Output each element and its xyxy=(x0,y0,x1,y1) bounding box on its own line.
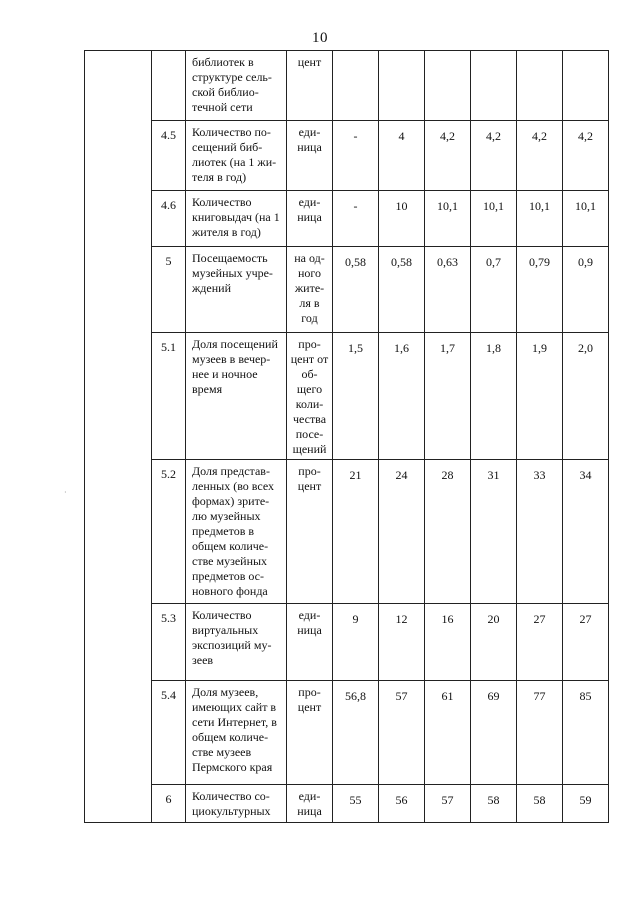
blank-left-column xyxy=(85,51,152,823)
row-number: 5.4 xyxy=(152,681,186,785)
value-cell: 57 xyxy=(379,681,425,785)
row-number: 5.2 xyxy=(152,460,186,604)
value-cell xyxy=(425,51,471,121)
value-cell: 16 xyxy=(425,604,471,681)
value-cell: 10,1 xyxy=(425,191,471,247)
unit-of-measure: еди-ница xyxy=(287,191,333,247)
value-cell: - xyxy=(333,121,379,191)
value-cell xyxy=(517,51,563,121)
indicator-name: библиотек в структуре сель-ской библио-течной сети xyxy=(186,51,287,121)
row-number: 5.3 xyxy=(152,604,186,681)
unit-of-measure: еди-ница xyxy=(287,604,333,681)
value-cell: 0,58 xyxy=(379,247,425,333)
row-number: 4.5 xyxy=(152,121,186,191)
table-row xyxy=(85,247,609,333)
indicator-name: Количество книговыдач (на 1 жителя в год) xyxy=(186,191,287,247)
indicators-table xyxy=(84,50,609,823)
table-row xyxy=(85,121,609,191)
table-row xyxy=(85,51,609,121)
value-cell: 2,0 xyxy=(563,333,609,460)
unit-of-measure: цент xyxy=(287,51,333,121)
unit-of-measure: про-цент от об-щего коли-чества посе-щений xyxy=(287,333,333,460)
value-cell: 31 xyxy=(471,460,517,604)
value-cell: 69 xyxy=(471,681,517,785)
value-cell: 59 xyxy=(563,785,609,823)
value-cell: 28 xyxy=(425,460,471,604)
indicator-name: Доля музеев, имеющих сайт в сети Интернет, в общем количе-стве музеев Пермского края xyxy=(186,681,287,785)
unit-of-measure: на од-ного жите-ля в год xyxy=(287,247,333,333)
value-cell: 56 xyxy=(379,785,425,823)
value-cell: 55 xyxy=(333,785,379,823)
table-row xyxy=(85,333,609,460)
value-cell: 33 xyxy=(517,460,563,604)
unit-of-measure: еди-ница xyxy=(287,121,333,191)
value-cell: 34 xyxy=(563,460,609,604)
value-cell: 0,79 xyxy=(517,247,563,333)
table-row xyxy=(85,604,609,681)
value-cell xyxy=(379,51,425,121)
indicator-name: Количество по-сещений биб-лиотек (на 1 жи-теля в год) xyxy=(186,121,287,191)
value-cell: 10,1 xyxy=(517,191,563,247)
row-number xyxy=(152,51,186,121)
table-row xyxy=(85,460,609,604)
row-number: 5 xyxy=(152,247,186,333)
value-cell xyxy=(333,51,379,121)
unit-of-measure: про-цент xyxy=(287,460,333,604)
value-cell: 27 xyxy=(563,604,609,681)
value-cell: 0,7 xyxy=(471,247,517,333)
value-cell: 57 xyxy=(425,785,471,823)
indicator-name: Доля представ-ленных (во всех формах) зрите-лю музейных предметов в общем количе-стве музейных предметов ос-новного фонда xyxy=(186,460,287,604)
value-cell: 10 xyxy=(379,191,425,247)
value-cell: 1,9 xyxy=(517,333,563,460)
indicator-name: Количество виртуальных экспозиций му-зеев xyxy=(186,604,287,681)
value-cell xyxy=(563,51,609,121)
row-number: 4.6 xyxy=(152,191,186,247)
value-cell: 0,9 xyxy=(563,247,609,333)
value-cell: 1,7 xyxy=(425,333,471,460)
table-row xyxy=(85,785,609,823)
unit-of-measure: про-цент xyxy=(287,681,333,785)
value-cell: 4 xyxy=(379,121,425,191)
margin-mark: · xyxy=(64,488,67,497)
value-cell: 12 xyxy=(379,604,425,681)
value-cell: 77 xyxy=(517,681,563,785)
value-cell xyxy=(471,51,517,121)
value-cell: 10,1 xyxy=(471,191,517,247)
value-cell: 85 xyxy=(563,681,609,785)
value-cell: 56,8 xyxy=(333,681,379,785)
value-cell: 61 xyxy=(425,681,471,785)
value-cell: 1,6 xyxy=(379,333,425,460)
value-cell: - xyxy=(333,191,379,247)
value-cell: 4,2 xyxy=(563,121,609,191)
value-cell: 4,2 xyxy=(471,121,517,191)
value-cell: 0,58 xyxy=(333,247,379,333)
row-number: 6 xyxy=(152,785,186,823)
value-cell: 4,2 xyxy=(425,121,471,191)
table-body xyxy=(85,51,609,823)
value-cell: 58 xyxy=(517,785,563,823)
row-number: 5.1 xyxy=(152,333,186,460)
unit-of-measure: еди-ница xyxy=(287,785,333,823)
value-cell: 10,1 xyxy=(563,191,609,247)
value-cell: 4,2 xyxy=(517,121,563,191)
value-cell: 1,5 xyxy=(333,333,379,460)
page-number: 10 xyxy=(312,30,328,46)
value-cell: 1,8 xyxy=(471,333,517,460)
indicator-name: Доля посещений музеев в вечер-нее и ночное время xyxy=(186,333,287,460)
value-cell: 21 xyxy=(333,460,379,604)
value-cell: 24 xyxy=(379,460,425,604)
value-cell: 27 xyxy=(517,604,563,681)
table-row xyxy=(85,681,609,785)
value-cell: 58 xyxy=(471,785,517,823)
value-cell: 0,63 xyxy=(425,247,471,333)
value-cell: 20 xyxy=(471,604,517,681)
indicator-name: Количество со-циокультурных xyxy=(186,785,287,823)
table-row xyxy=(85,191,609,247)
value-cell: 9 xyxy=(333,604,379,681)
indicator-name: Посещаемость музейных учре-ждений xyxy=(186,247,287,333)
